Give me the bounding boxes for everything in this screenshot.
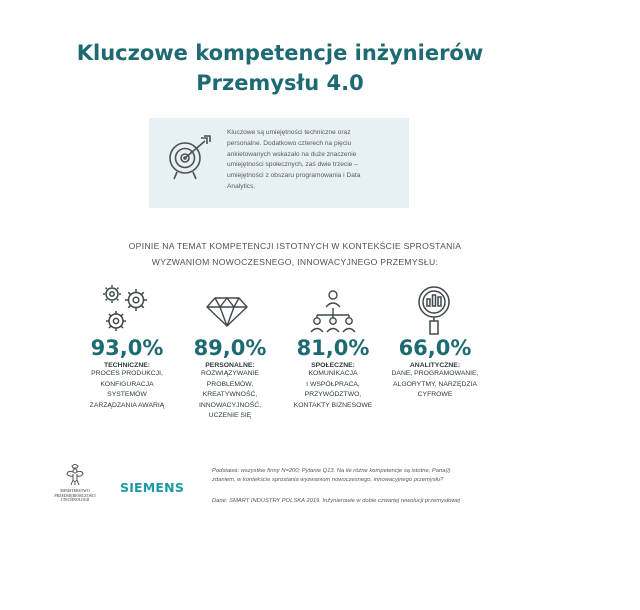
category-description: ROZWIĄZYWANIE PROBLEMÓW, KREATYWNOŚĆ, INNOWACYJNOŚĆ, UCZENIE SIĘ [198,370,262,419]
basis-footnote: Podstawa: wszystkie firmy N=200; Pytanie Q13. Na ile różne kompetencje są istotne, Pana(i) zdaniem, w kontekście sprostania wyzwaniom nowoczesnego, innowacyjnego przemysłu? [212,468,451,483]
info-line: personalne. Dodatkowo czterech na pięciu [227,139,352,147]
page-title [0,38,560,98]
title-line-2: Przemysłu 4.0 [196,71,364,95]
category-description: DANE, PROGRAMOWANIE, ALGORYTMY, NARZĘDZIA CYFROWE [391,370,479,398]
info-box [149,118,409,208]
siemens-logo: SIEMENS [120,480,185,495]
category-label: ANALITYCZNE: [409,362,461,369]
category-description: KOMUNIKACJA I WSPÓŁPRACA, PRZYWÓDZTWO, KONTAKTY BIZNESOWE [293,370,373,409]
opinion-line-2: WYZWANIOM NOWOCZESNEGO, INNOWACYJNEGO PRZEMYSŁU: [151,257,439,267]
info-line: umiejętności społecznych, zaś dwie trzecie – [227,161,358,169]
diamond-icon [205,296,249,328]
source-footnote: Dane: SMART INDUSTRY POLSKA 2019. Inżynierowie w dobie czwartej rewolucji przemysłowej [212,498,461,504]
info-line: umiejętności z obszaru programowania i Data [227,172,361,180]
magnifier-chart-icon [414,284,454,336]
info-line: Analytics. [227,182,256,190]
category-description: PROCES PRODUKCJI, KONFIGURACJA SYSTEMÓW ZARZĄDZANIA AWARIĄ [89,370,165,409]
info-box-text [227,128,397,193]
ministry-logo-text: MINISTERSTWO PRZEDSIĘBIORCZOŚCI I TECHNOLOGII [54,489,96,502]
percent-value: 89,0% [193,336,267,360]
info-line: ankietowanych wskazało na duże znaczenie [227,150,357,158]
people-network-icon [308,289,358,333]
eagle-emblem-icon [66,464,84,486]
opinion-heading [60,238,530,270]
percent-value: 93,0% [90,336,164,360]
info-line: Kluczowe są umiejętności techniczne oraz [227,129,351,136]
title-line-1: Kluczowe kompetencje inżynierów [76,41,484,65]
percent-value: 81,0% [296,336,370,360]
percent-value: 66,0% [398,336,472,360]
category-label: TECHNICZNE: [103,362,151,369]
category-label: SPOŁECZNE: [311,362,355,369]
category-label: PERSONALNE: [205,362,255,369]
competency-social [278,336,388,411]
target-arrow-icon [163,132,213,182]
opinion-line-1: OPINIE NA TEMAT KOMPETENCJI ISTOTNYCH W KONTEKŚCIE SPROSTANIA [128,241,462,251]
gears-icon [100,282,156,334]
competency-analytical [380,336,490,401]
competency-personal [175,336,285,422]
competency-technical [72,336,182,411]
